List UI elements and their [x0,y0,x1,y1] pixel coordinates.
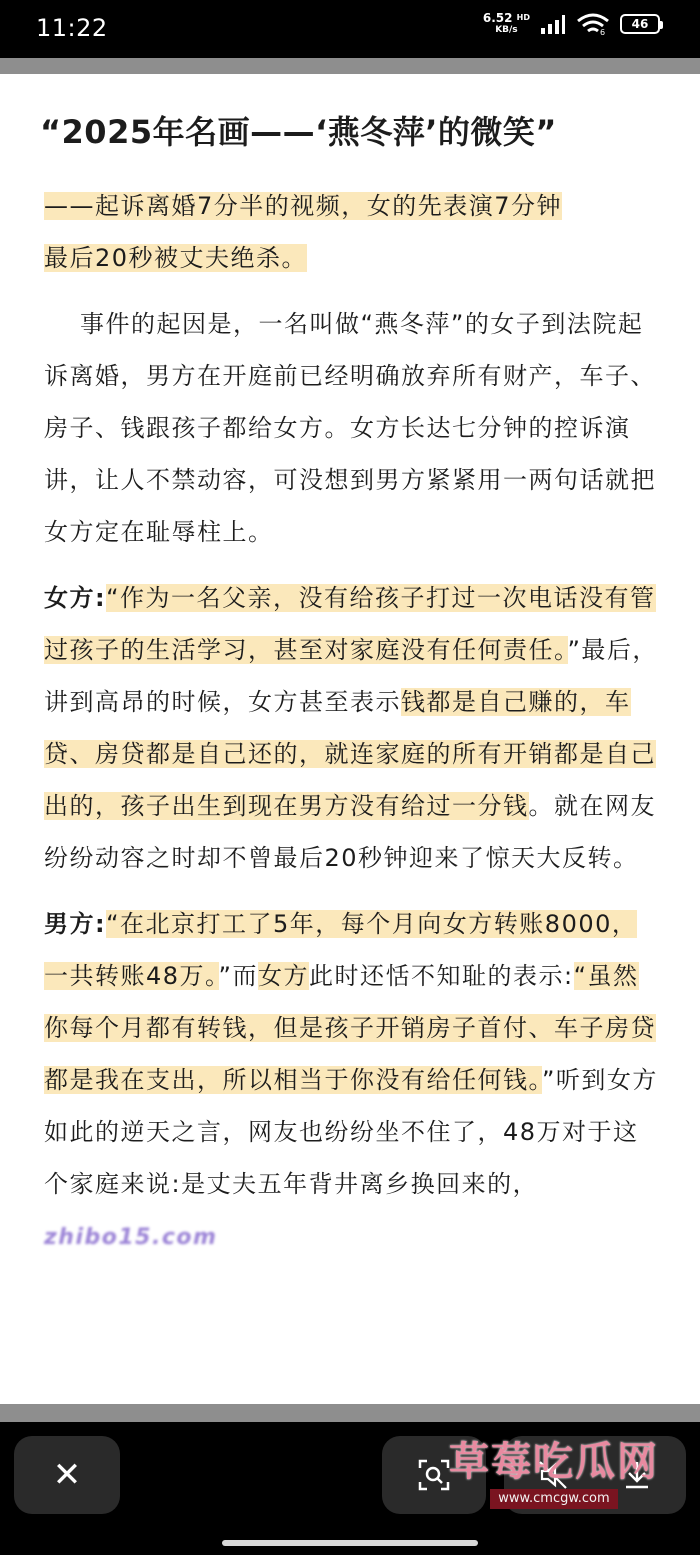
status-bar [0,0,700,58]
husband-mid-highlight: 女方 [257,962,309,990]
battery-icon [620,14,660,34]
husband-end-text: ”听到女方如此的逆天之言，网友也纷纷坐不住了，48万对于这个家庭来说:是丈夫五年背井离乡换回来的， [44,1066,658,1198]
close-icon: ✕ [52,1455,82,1495]
image-search-icon [416,1457,452,1493]
net-speed-unit: KB/s [495,25,518,35]
hd-label: HD [516,13,530,22]
brand-url: www.cmcgw.com [490,1489,617,1509]
brand-watermark [448,1430,660,1509]
husband-mid-text-2: 此时还恬不知耻的表示: [308,962,574,990]
bottom-toolbar [0,1422,700,1555]
article-subtitle [44,180,662,284]
paragraph-cause: 事件的起因是，一名叫做“燕冬萍”的女子到法院起诉离婚，男方在开庭前已经明确放弃所有财产，车子、房子、钱跟孩子都给女方。女方长达七分钟的控诉演讲，让人不禁动容，可没想到男方紧紧用一两句话就把女方定在耻辱柱上。 [44,310,656,546]
brand-name: 草莓吃瓜网 [449,1439,659,1485]
wife-end-text: 。就在网友纷纷动容之时却不曾最后20秒钟迎来了惊天大反转。 [44,792,656,872]
clock: 11:22 [36,14,108,42]
inline-watermark: zhibo15.com [44,1225,218,1250]
paragraph-husband [44,898,662,1264]
article-title: “2025年名画——‘燕冬萍’的微笑” [40,113,557,151]
wifi-icon [576,13,610,35]
battery-level: 46 [631,17,649,31]
network-speed [483,12,530,36]
wife-quote: “作为一名父亲，没有给孩子打过一次电话没有管过孩子的生活学习，甚至对家庭没有任何责任。 [44,584,656,664]
status-icons [483,12,660,36]
net-speed-value: 6.52 [482,11,513,25]
husband-quote: “在北京打工了5年，每个月向女方转账8000，一共转账48万。 [44,910,638,990]
home-indicator[interactable] [222,1540,478,1546]
wife-reply-quote: “虽然你每个月都有转钱，但是孩子开销房子首付、车子房贷都是我在支出，所以相当于你没有给任何钱。 [44,962,656,1094]
svg-text:6: 6 [600,28,606,35]
paragraph-wife [44,572,662,884]
signal-icon [540,14,566,34]
subtitle-line-2: 最后20秒被丈夫绝杀。 [44,244,308,272]
husband-mid-text-1: ”而 [218,962,258,990]
wife-mid-text: ”最后，讲到高昂的时候，女方甚至表示 [44,636,658,716]
speaker-husband: 男方: [44,910,107,938]
article-image [0,74,700,1404]
subtitle-line-1: ——起诉离婚7分半的视频，女的先表演7分钟 [44,192,563,220]
speaker-wife: 女方: [44,584,107,612]
wife-claim: 钱都是自己赚的，车贷、房贷都是自己还的，就连家庭的所有开销都是自己出的，孩子出生到现在男方没有给过一分钱 [44,688,656,820]
image-viewer[interactable] [0,58,700,1422]
close-button[interactable] [14,1436,120,1514]
